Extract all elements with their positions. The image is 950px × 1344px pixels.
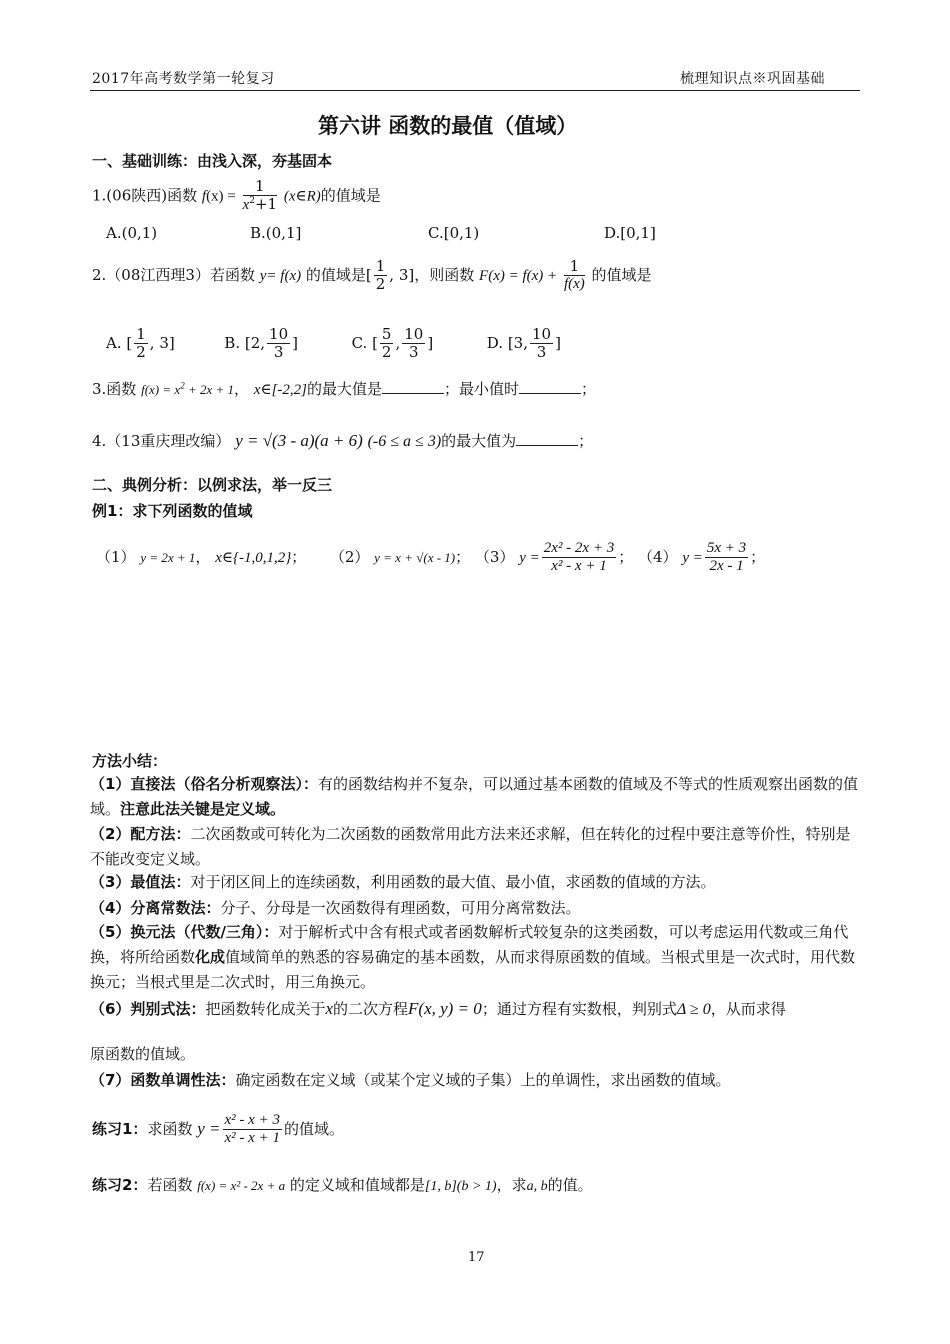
method-1 bbox=[90, 772, 862, 822]
q2-opt-c-num2: 10 bbox=[404, 325, 424, 343]
q2-frac-num: 1 bbox=[564, 258, 585, 276]
ex-f3-y: y = bbox=[519, 549, 540, 566]
q1-option-d: D.[0,1] bbox=[604, 224, 656, 242]
ex-f3-frac bbox=[542, 540, 616, 576]
ex-f4-y: y = bbox=[682, 549, 703, 566]
q2-opt-a-num: 1 bbox=[136, 325, 146, 343]
q3-func: $f(x) = x^2 + 2x + 1$ bbox=[141, 380, 235, 397]
q2-opt-a-close: , 3] bbox=[149, 333, 175, 352]
ex2-t3: ，求 bbox=[496, 1176, 527, 1194]
ex-p4: （4） bbox=[638, 547, 678, 566]
q2-opt-b-den: 3 bbox=[273, 343, 284, 362]
m1-bold-tail: 注意此法关键是定义域。 bbox=[120, 800, 286, 818]
ex-s1: ； bbox=[291, 547, 307, 566]
q2-eq: = f(x) bbox=[266, 267, 302, 284]
q4-t1: 的最大值为 bbox=[441, 432, 517, 450]
ex-d1: x∈{-1,0,1,2} bbox=[215, 549, 292, 566]
m1-text: 有的函数结构并不复杂，可以通过基本函数的值域及不等式的性质观察出函数的值域。 bbox=[90, 775, 858, 818]
q2-opt-a-den: 2 bbox=[136, 343, 146, 362]
method-4 bbox=[90, 896, 862, 921]
q1-frac-den: $x^2+1$ bbox=[242, 195, 278, 214]
q1-condition: (x∈R) bbox=[283, 188, 321, 205]
m3-text: 对于闭区间上的连续函数，利用函数的最大值、最小值，求函数的值域的方法。 bbox=[190, 873, 716, 891]
ex-s3: ； bbox=[618, 547, 634, 566]
q3-domain: x∈[-2,2] bbox=[253, 382, 307, 398]
q2-opt-d-close: ] bbox=[555, 333, 561, 352]
ex1-y: y = bbox=[197, 1118, 221, 1138]
m3-label: （3）最值法： bbox=[90, 873, 191, 891]
q2-mid: 的值域是 bbox=[305, 265, 366, 284]
q2-prefix: 2.（08江西理3）若函数 bbox=[92, 265, 255, 284]
ex1-label: 练习1： bbox=[92, 1119, 148, 1138]
q4-blank[interactable] bbox=[516, 431, 578, 446]
question-3 bbox=[92, 378, 596, 399]
q1-fx: f bbox=[201, 188, 207, 205]
ex2-vars: a, b bbox=[526, 1179, 548, 1194]
ex-p2: （2） bbox=[329, 547, 370, 566]
m5-bold: 化成 bbox=[195, 948, 226, 966]
q2-opt-d-open: [3, bbox=[507, 333, 528, 352]
q2-range-frac bbox=[374, 258, 388, 294]
q2-mid2: ，则函数 bbox=[414, 265, 475, 284]
m1-label: （1）直接法（俗名分析观察法）： bbox=[90, 775, 318, 793]
m6-t4: ，从而求得 bbox=[710, 1000, 786, 1018]
ex-f4-den: 2x - 1 bbox=[709, 558, 744, 575]
q1-option-c: C.[0,1) bbox=[428, 224, 480, 242]
q2-opt-b-label: B. bbox=[224, 333, 241, 352]
ex1-num: x² - x + 3 bbox=[223, 1112, 282, 1130]
section-1-heading: 一、基础训练：由浅入深，夯基固本 bbox=[92, 152, 333, 170]
method-5 bbox=[90, 920, 862, 995]
q2-opt-c-label: C. bbox=[351, 333, 368, 352]
method-2 bbox=[90, 822, 862, 872]
m5-label: （5）换元法（代数/三角）： bbox=[90, 923, 279, 941]
q2-opt-c-frac2 bbox=[402, 326, 425, 362]
q2-range-den: 2 bbox=[375, 275, 386, 294]
section-2-heading: 二、典例分析：以例求法，举一反三 bbox=[92, 476, 333, 494]
q1-suffix: 的值域是 bbox=[320, 186, 381, 205]
q2-opt-a-open: [ bbox=[126, 333, 133, 352]
m5-text2: 值域简单的熟悉的容易确定的基本函数，从而求得原函数的值域。当根式里是一次式时，用代数换元；当根式里是二次式时，用三角换元。 bbox=[90, 948, 856, 991]
q2-opt-d-label: D. bbox=[486, 333, 504, 352]
ex-f1: y = 2x + 1 bbox=[140, 549, 196, 565]
q2-opt-d-num: 10 bbox=[531, 325, 552, 343]
q2-opt-a-frac bbox=[134, 326, 148, 362]
exercise-1 bbox=[92, 1112, 344, 1148]
q3-comma: ， bbox=[234, 380, 250, 398]
q1-fraction bbox=[243, 178, 278, 215]
q2-opt-b-close: ] bbox=[292, 333, 298, 352]
q3-func-head: f(x) = x bbox=[141, 382, 181, 397]
m4-text: 分子、分母是一次函数得有理函数，可用分离常数法。 bbox=[220, 899, 581, 917]
q1-prefix: 1.(06陕西)函数 bbox=[92, 186, 198, 205]
m6-t3: ；通过方程有实数根，判别式 bbox=[481, 1000, 677, 1018]
q2-opt-c-open: [ bbox=[372, 333, 378, 352]
m6-x: x bbox=[325, 999, 334, 1018]
q2-opt-b-num: 10 bbox=[269, 325, 289, 343]
m7-label: （7）函数单调性法： bbox=[90, 1071, 236, 1089]
q2-opt-d-frac bbox=[530, 326, 553, 362]
q2-opt-c-num1: 5 bbox=[381, 325, 392, 343]
m4-label: （4）分离常数法： bbox=[90, 899, 221, 917]
ex-s2: ； bbox=[455, 547, 471, 566]
q2-opt-c-comma: , bbox=[395, 333, 401, 352]
ex1-den: x² - x + 1 bbox=[224, 1130, 280, 1147]
q2-options bbox=[106, 326, 561, 362]
exercise-2 bbox=[92, 1174, 593, 1195]
q3-t1: 的最大值是 bbox=[307, 380, 383, 398]
q2-fraction bbox=[564, 258, 585, 294]
ex1-frac bbox=[223, 1112, 282, 1148]
q3-func-tail: + 2x + 1 bbox=[184, 382, 235, 397]
ex1-t1: 求函数 bbox=[147, 1119, 193, 1138]
q1-fx-arg: (x) = bbox=[206, 188, 236, 205]
example-items bbox=[96, 540, 765, 576]
header-left: 2017年高考数学第一轮复习 bbox=[92, 71, 275, 87]
ex-f3-den: x² - x + 1 bbox=[551, 558, 607, 575]
q2-opt-c-frac1 bbox=[380, 326, 394, 362]
method-6 bbox=[90, 996, 862, 1022]
q2-opt-c-close: ] bbox=[427, 333, 434, 352]
ex2-func: f(x) = x² - 2x + a bbox=[197, 1178, 286, 1193]
m6-t1: 把函数转化成关于 bbox=[205, 1000, 326, 1018]
q1-option-b: B.(0,1] bbox=[250, 224, 302, 242]
q1-frac-num: 1 bbox=[243, 178, 278, 196]
header-right: 梳理知识点※巩固基础 bbox=[680, 71, 825, 87]
q2-opt-b-frac bbox=[267, 326, 290, 362]
m7-text: 确定函数在定义域（或某个定义域的子集）上的单调性，求出函数的值域。 bbox=[235, 1071, 731, 1089]
ex-c1: ， bbox=[195, 547, 211, 566]
ex-p1: （1） bbox=[96, 547, 136, 566]
ex-p3: （3） bbox=[474, 547, 515, 566]
q2-opt-a-label: A. bbox=[106, 333, 122, 352]
q2-range-num: 1 bbox=[375, 257, 386, 275]
q4-func: y = √(3 - a)(a + 6) bbox=[235, 431, 363, 450]
page-number: 17 bbox=[468, 1250, 485, 1265]
ex-f2: y = x + √(x - 1) bbox=[374, 549, 456, 565]
m2-text: 二次函数或可转化为二次函数的函数常用此方法来还求解，但在转化的过程中要注意等价性，特别是不能改变定义域。 bbox=[90, 825, 851, 868]
q1-option-a: A.(0,1) bbox=[106, 224, 158, 242]
summary-title: 方法小结： bbox=[92, 752, 168, 770]
example-1-heading: 例1：求下列函数的值域 bbox=[92, 502, 253, 520]
m6-t2: 的二次方程 bbox=[333, 1000, 409, 1018]
question-4 bbox=[92, 430, 593, 451]
q1-frac-den-var: x bbox=[242, 197, 250, 214]
q4-condition: (-6 ≤ a ≤ 3) bbox=[367, 433, 442, 450]
method-6-cont: 原函数的值域。 bbox=[90, 1045, 196, 1063]
ex1-t2: 的值域。 bbox=[283, 1119, 344, 1138]
method-7 bbox=[90, 1068, 862, 1093]
ex2-domain: [1, b](b > 1) bbox=[424, 1179, 497, 1194]
q4-t2: ； bbox=[578, 432, 594, 450]
q2-Fx: F(x) = f(x) + bbox=[479, 267, 558, 284]
q3-blank-min[interactable] bbox=[519, 379, 581, 394]
q2-frac-den: f(x) bbox=[563, 276, 585, 293]
q3-t3: ； bbox=[581, 380, 597, 398]
q3-blank-max[interactable] bbox=[382, 379, 444, 394]
question-2 bbox=[92, 258, 652, 294]
ex2-label: 练习2： bbox=[92, 1176, 148, 1194]
ex-f4-frac bbox=[705, 540, 748, 576]
q2-range-close: , 3] bbox=[389, 265, 415, 284]
page-title: 第六讲 函数的最值（值域） bbox=[318, 114, 578, 138]
m2-label: （2）配方法： bbox=[90, 825, 191, 843]
q2-opt-b-open: [2, bbox=[244, 333, 266, 352]
header-rule bbox=[90, 90, 860, 91]
ex-s4: ； bbox=[750, 547, 766, 566]
method-3 bbox=[90, 870, 862, 895]
q2-y: y bbox=[259, 267, 267, 284]
ex-f3-num: 2x² - 2x + 3 bbox=[542, 540, 616, 558]
q2-suffix: 的值域是 bbox=[591, 265, 652, 284]
ex2-t1: 若函数 bbox=[147, 1176, 193, 1194]
q1-frac-den-tail: +1 bbox=[254, 195, 278, 214]
q3-prefix: 3.函数 bbox=[92, 380, 137, 398]
q2-range-open: [ bbox=[365, 265, 372, 284]
m6-label: （6）判别式法： bbox=[90, 1000, 206, 1018]
q2-opt-d-den: 3 bbox=[536, 343, 547, 362]
q3-t2: ；最小值时 bbox=[444, 380, 520, 398]
question-1 bbox=[92, 178, 381, 215]
m5-text1: 对于解析式中含有根式或者函数解析式较复杂的这类函数，可以考虑运用代数或三角代换，将所给函数 bbox=[90, 923, 849, 966]
q2-opt-c-den2: 3 bbox=[409, 343, 419, 362]
ex2-t4: 的值。 bbox=[547, 1176, 593, 1194]
q2-opt-c-den1: 2 bbox=[381, 343, 392, 362]
m6-eq: F(x, y) = 0 bbox=[408, 999, 482, 1018]
ex2-t2: 的定义域和值域都是 bbox=[289, 1176, 425, 1194]
q4-prefix: 4.（13重庆理改编） bbox=[92, 432, 231, 450]
m6-delta: Δ ≥ 0 bbox=[676, 1001, 711, 1018]
ex-f4-num: 5x + 3 bbox=[705, 540, 748, 558]
